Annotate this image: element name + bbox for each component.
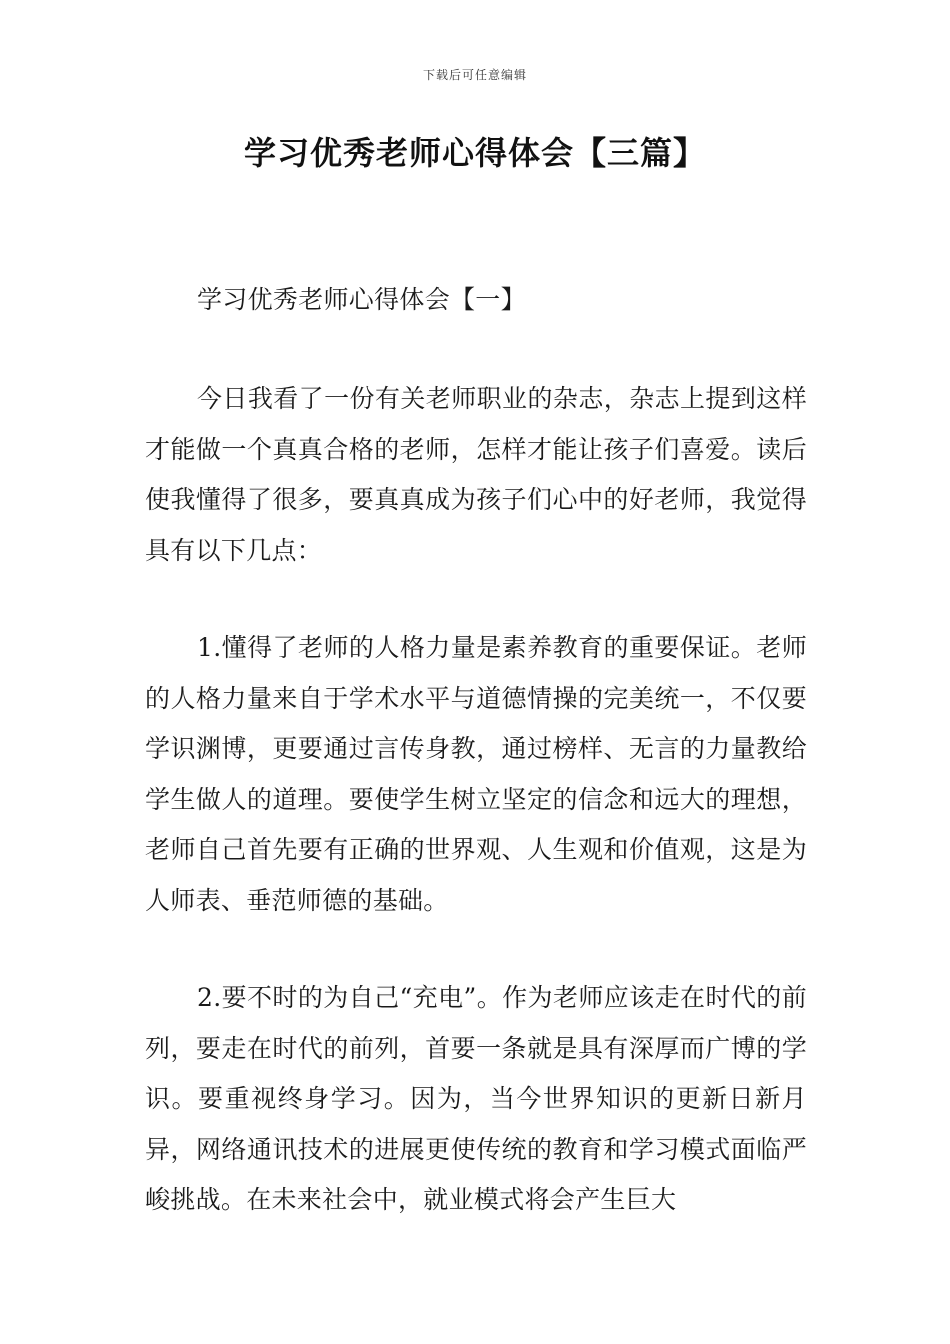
paragraph-3: 2.要不时的为自己“充电”。作为老师应该走在时代的前列，要走在时代的前列，首要一条就是具有深厚而广博的学识。要重视终身学习。因为，当今世界知识的更新日新月异，网络通讯技术的进展更使传统的教育和学习模式面临严峻挑战。在未来社会中，就业模式将会产生巨大 (145, 983, 807, 1214)
header-note: 下载后可任意编辑 (422, 68, 527, 82)
paragraph-2: 1.懂得了老师的人格力量是素养教育的重要保证。老师的人格力量来自于学术水平与道德情操的完美统一，不仅要学识渊博，更要通过言传身教，通过榜样、无言的力量教给学生做人的道理。要使学生树立坚定的信念和远大的理想，老师自己首先要有正确的世界观、人生观和价值观，这是为人师表、垂范师德的基础。 (145, 633, 807, 915)
document-title: 学习优秀老师心得体会【三篇】 (243, 134, 706, 172)
paragraph-1: 今日我看了一份有关老师职业的杂志，杂志上提到这样才能做一个真真合格的老师，怎样才能让孩子们喜爱。读后使我懂得了很多，要真真成为孩子们心中的好老师，我觉得具有以下几点： (145, 384, 807, 565)
section-heading: 学习优秀老师心得体会【一】 (197, 285, 526, 314)
